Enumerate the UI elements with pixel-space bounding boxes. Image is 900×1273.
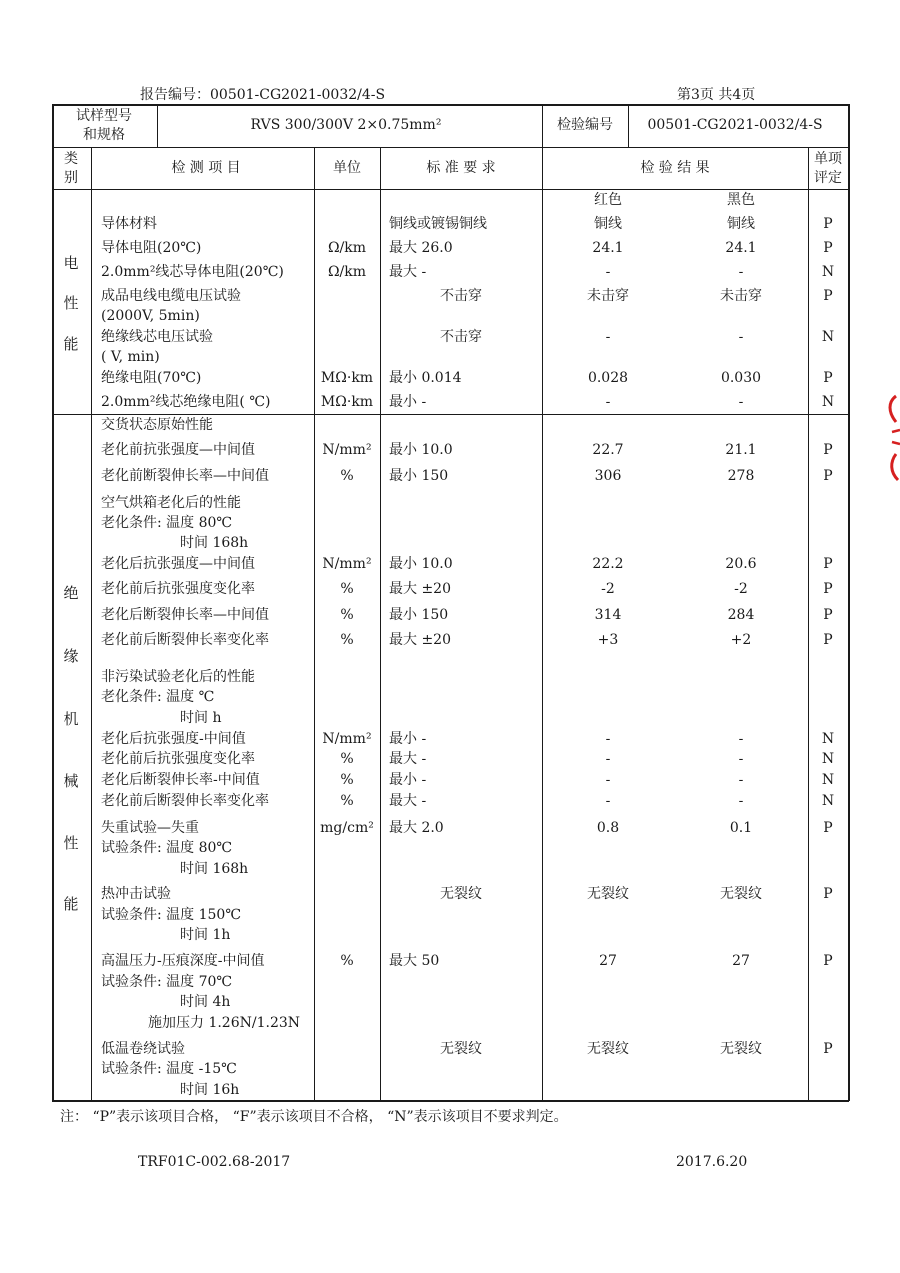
section-insulation-char: 机 [63, 710, 79, 728]
row-unit: % [340, 581, 354, 597]
row-item: 老化后抗张强度—中间值 [101, 556, 255, 572]
row-item: 时间 168h [180, 861, 249, 877]
row-result-red: - [605, 751, 611, 767]
row-item: 绝缘电阻(70℃) [101, 370, 202, 386]
row-requirement: 最小 - [389, 772, 427, 788]
row-requirement: 最小 - [389, 731, 427, 747]
col-unit: 单位 [333, 160, 361, 176]
row-result-black: - [738, 751, 744, 767]
row-unit: MΩ·km [320, 394, 374, 410]
row-verdict: P [823, 632, 833, 648]
row-item: 老化条件: 温度 ℃ [101, 689, 215, 705]
form-number: TRF01C-002.68-2017 [138, 1154, 291, 1170]
row-item: 非污染试验老化后的性能 [101, 669, 255, 685]
row-verdict: P [823, 468, 833, 484]
col-requirement: 标 准 要 求 [426, 160, 496, 176]
row-verdict: P [823, 886, 833, 902]
seal-stamp-icon [882, 392, 900, 484]
section-insulation-char: 性 [63, 834, 79, 852]
row-result-red: - [605, 264, 611, 280]
section-insulation-char: 缘 [63, 647, 79, 665]
row-unit: N/mm² [322, 442, 372, 458]
row-item: 试验条件: 温度 80℃ [101, 840, 233, 856]
row-result-black: 无裂纹 [720, 1041, 762, 1057]
col-verdict-2: 评定 [814, 170, 842, 186]
row-unit: Ω/km [327, 264, 367, 280]
row-item: 施加压力 1.26N/1.23N [148, 1015, 301, 1031]
row-unit: % [340, 751, 354, 767]
row-unit: mg/cm² [320, 820, 374, 836]
section-electrical-char: 电 [63, 254, 79, 272]
row-result-black: 27 [732, 953, 750, 969]
row-result-black: 278 [727, 468, 755, 484]
col-verdict: 单项 [814, 151, 842, 167]
row-result-red: - [605, 731, 611, 747]
row-result-red: 0.028 [587, 370, 629, 386]
row-result-black: - [738, 264, 744, 280]
row-result-black: 0.030 [720, 370, 762, 386]
row-result-black: - [738, 329, 744, 345]
page-indicator: 第3页 共4页 [677, 87, 756, 103]
row-result-black: 黑色 [727, 192, 755, 208]
row-verdict: N [821, 731, 835, 747]
row-item: 2.0mm²线芯绝缘电阻( ℃) [101, 394, 271, 410]
section-electrical-char: 能 [63, 335, 79, 353]
row-item: 老化前后断裂伸长率变化率 [101, 632, 269, 648]
row-item: 成品电线电缆电压试验 [101, 288, 241, 304]
row-item: 导体材料 [101, 216, 157, 232]
row-unit: % [340, 632, 354, 648]
row-verdict: P [823, 581, 833, 597]
row-result-red: 红色 [594, 192, 622, 208]
row-item: 2.0mm²线芯导体电阻(20℃) [101, 264, 284, 280]
legend-note: 注： “P”表示该项目合格， “F”表示该项目不合格， “N”表示该项目不要求判定。 [60, 1109, 568, 1125]
row-requirement: 最大 ±20 [389, 581, 451, 597]
row-requirement: 无裂纹 [440, 1041, 482, 1057]
col-category: 类 [64, 151, 78, 167]
row-item: 失重试验—失重 [101, 820, 199, 836]
row-result-black: 无裂纹 [720, 886, 762, 902]
inspection-number: 00501-CG2021-0032/4-S [647, 117, 823, 133]
row-requirement: 最大 - [389, 751, 427, 767]
row-requirement: 最小 150 [389, 468, 449, 484]
row-item: 老化前后断裂伸长率变化率 [101, 793, 269, 809]
model-label-2: 和规格 [83, 127, 125, 143]
row-item: 导体电阻(20℃) [101, 240, 202, 256]
report-number: 报告编号：00501-CG2021-0032/4-S [140, 87, 386, 103]
row-result-red: 24.1 [592, 240, 624, 256]
row-requirement: 铜线或镀锡铜线 [389, 216, 487, 232]
row-verdict: P [823, 442, 833, 458]
row-result-red: +3 [597, 632, 619, 648]
row-result-red: 27 [599, 953, 617, 969]
row-verdict: N [821, 772, 835, 788]
row-verdict: N [821, 264, 835, 280]
section-insulation-char: 能 [63, 895, 79, 913]
row-requirement: 最大 50 [389, 953, 440, 969]
row-unit: % [340, 607, 354, 623]
row-result-black: 铜线 [727, 216, 755, 232]
row-requirement: 最小 10.0 [389, 442, 453, 458]
row-result-red: - [605, 329, 611, 345]
row-verdict: P [823, 370, 833, 386]
section-electrical-char: 性 [63, 294, 79, 312]
col-result: 检 验 结 果 [640, 160, 710, 176]
row-result-red: 无裂纹 [587, 1041, 629, 1057]
row-item: 试验条件: 温度 -15℃ [101, 1061, 237, 1077]
row-result-black: - [738, 394, 744, 410]
row-item: 时间 168h [180, 535, 249, 551]
row-result-black: - [738, 793, 744, 809]
row-item: 时间 16h [180, 1082, 240, 1098]
row-item: 高温压力-压痕深度-中间值 [101, 953, 265, 969]
row-unit: MΩ·km [320, 370, 374, 386]
row-result-red: - [605, 772, 611, 788]
row-result-red: 306 [594, 468, 622, 484]
row-requirement: 最大 ±20 [389, 632, 451, 648]
row-result-red: -2 [601, 581, 615, 597]
section-insulation-char: 械 [63, 772, 79, 790]
row-result-black: - [738, 731, 744, 747]
issue-date: 2017.6.20 [676, 1154, 748, 1170]
row-unit: % [340, 953, 354, 969]
row-verdict: P [823, 820, 833, 836]
row-requirement: 无裂纹 [440, 886, 482, 902]
row-verdict: P [823, 240, 833, 256]
row-result-red: 无裂纹 [587, 886, 629, 902]
row-verdict: N [821, 751, 835, 767]
row-unit: Ω/km [327, 240, 367, 256]
row-requirement: 最大 - [389, 793, 427, 809]
row-verdict: P [823, 288, 833, 304]
row-unit: N/mm² [322, 556, 372, 572]
row-item: 试验条件: 温度 150℃ [101, 907, 241, 923]
row-verdict: N [821, 394, 835, 410]
row-item: 交货状态原始性能 [101, 417, 213, 433]
row-requirement: 最小 150 [389, 607, 449, 623]
row-requirement: 最小 - [389, 394, 427, 410]
row-item: 试验条件: 温度 70℃ [101, 974, 233, 990]
row-result-red: 铜线 [594, 216, 622, 232]
row-unit: N/mm² [322, 731, 372, 747]
row-requirement: 最小 10.0 [389, 556, 453, 572]
row-item: 老化后抗张强度-中间值 [101, 731, 246, 747]
row-result-black: +2 [730, 632, 752, 648]
row-item: 老化前断裂伸长率—中间值 [101, 468, 269, 484]
row-result-black: 20.6 [725, 556, 757, 572]
row-verdict: N [821, 329, 835, 345]
row-verdict: N [821, 793, 835, 809]
row-requirement: 最小 0.014 [389, 370, 462, 386]
row-item: 老化后断裂伸长率—中间值 [101, 607, 269, 623]
row-unit: % [340, 772, 354, 788]
row-result-black: -2 [734, 581, 748, 597]
row-verdict: P [823, 607, 833, 623]
row-unit: % [340, 468, 354, 484]
row-item: 老化后断裂伸长率-中间值 [101, 772, 260, 788]
col-item: 检 测 项 目 [171, 160, 241, 176]
row-verdict: P [823, 953, 833, 969]
row-unit: % [340, 793, 354, 809]
row-result-red: 314 [594, 607, 622, 623]
row-item: 老化前后抗张强度变化率 [101, 581, 255, 597]
row-verdict: P [823, 556, 833, 572]
row-result-red: 22.7 [592, 442, 624, 458]
row-item: ( V, min) [101, 349, 160, 365]
section-insulation-char: 绝 [63, 584, 79, 602]
row-result-black: 21.1 [725, 442, 757, 458]
row-item: 老化条件: 温度 80℃ [101, 515, 233, 531]
row-item: 时间 h [180, 710, 222, 726]
row-result-black: 24.1 [725, 240, 757, 256]
row-result-black: 未击穿 [720, 288, 762, 304]
model-value: RVS 300/300V 2×0.75mm² [250, 117, 442, 133]
row-item: 时间 1h [180, 927, 231, 943]
row-item: 老化前抗张强度—中间值 [101, 442, 255, 458]
row-verdict: P [823, 216, 833, 232]
row-result-red: 22.2 [592, 556, 624, 572]
row-item: 老化前后抗张强度变化率 [101, 751, 255, 767]
row-item: 热冲击试验 [101, 886, 171, 902]
row-result-red: 未击穿 [587, 288, 629, 304]
model-label: 试样型号 [76, 108, 132, 124]
row-requirement: 最大 26.0 [389, 240, 453, 256]
row-result-red: - [605, 793, 611, 809]
row-verdict: P [823, 1041, 833, 1057]
row-item: 空气烘箱老化后的性能 [101, 495, 241, 511]
row-item: 绝缘线芯电压试验 [101, 329, 213, 345]
row-requirement: 不击穿 [440, 329, 482, 345]
row-result-red: - [605, 394, 611, 410]
row-requirement: 不击穿 [440, 288, 482, 304]
row-item: (2000V, 5min) [101, 308, 200, 324]
row-result-black: - [738, 772, 744, 788]
inspection-label: 检验编号 [557, 117, 613, 133]
row-result-black: 284 [727, 607, 755, 623]
row-requirement: 最大 - [389, 264, 427, 280]
row-item: 低温卷绕试验 [101, 1041, 185, 1057]
col-category-2: 别 [64, 170, 78, 186]
row-result-black: 0.1 [729, 820, 753, 836]
row-requirement: 最大 2.0 [389, 820, 444, 836]
row-result-red: 0.8 [596, 820, 620, 836]
row-item: 时间 4h [180, 994, 231, 1010]
